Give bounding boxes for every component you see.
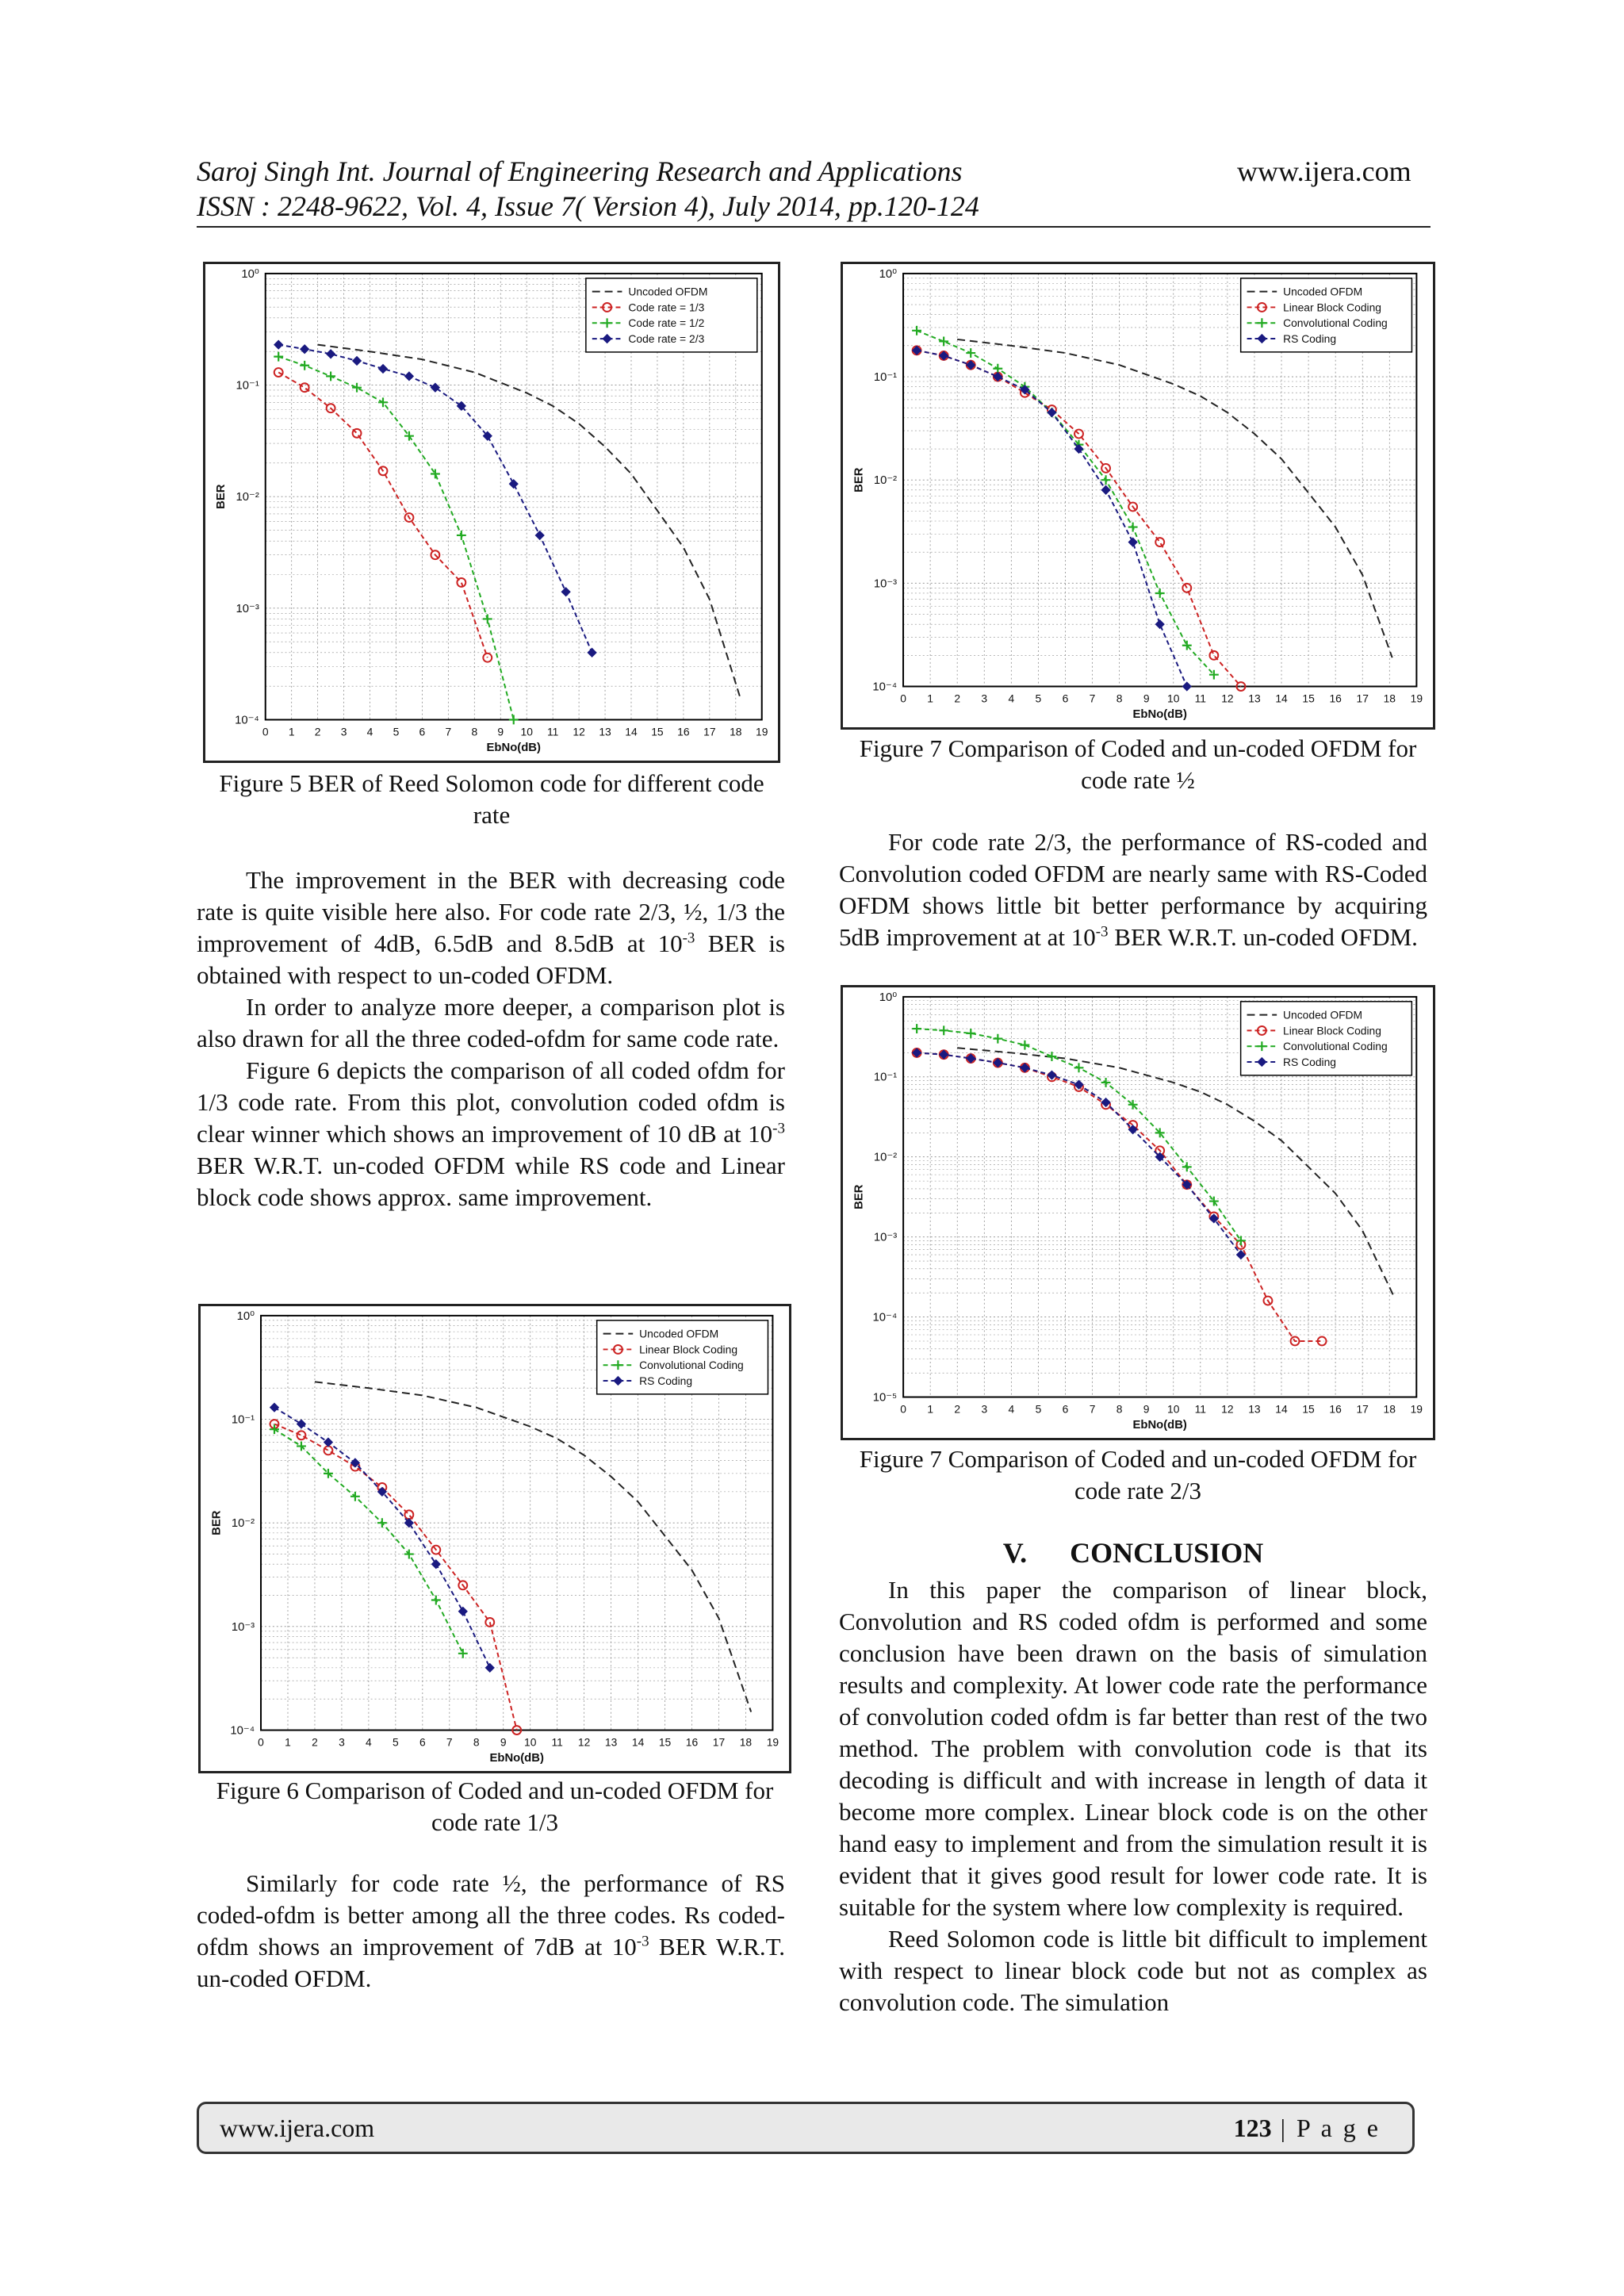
- y-tick-label: 10⁻²: [236, 491, 259, 504]
- x-tick-label: 1: [927, 1402, 934, 1416]
- figure-6-plot: [201, 1306, 789, 1771]
- x-tick-label: 7: [1089, 1402, 1096, 1416]
- x-tick-label: 6: [419, 725, 426, 738]
- data-point: [483, 654, 492, 662]
- data-point: [1020, 1041, 1029, 1050]
- x-tick-label: 5: [393, 725, 400, 738]
- x-tick-label: 12: [577, 1735, 591, 1749]
- x-tick-label: 14: [631, 1735, 645, 1749]
- x-tick-label: 9: [500, 1735, 507, 1749]
- x-tick-label: 15: [1302, 1402, 1315, 1416]
- y-tick-label: 10⁻¹: [236, 379, 259, 393]
- data-point: [1155, 538, 1164, 546]
- legend-label: Uncoded OFDM: [628, 285, 708, 298]
- data-point: [1101, 1078, 1111, 1087]
- x-tick-label: 4: [1008, 1402, 1015, 1416]
- left-column-text-top: [197, 864, 785, 1213]
- x-tick-label: 18: [739, 1735, 753, 1749]
- x-tick-label: 4: [366, 725, 373, 738]
- x-tick-label: 19: [1410, 692, 1423, 705]
- section-heading-conclusion: V. CONCLUSION: [1002, 1537, 1264, 1569]
- data-point: [1155, 620, 1164, 629]
- data-point: [301, 383, 309, 392]
- figure-5-plot: [205, 264, 778, 761]
- data-point: [301, 345, 309, 354]
- data-point: [1048, 1071, 1056, 1079]
- series-uncoded-ofdm: [315, 1382, 751, 1711]
- series-rs-coding: [913, 1048, 1246, 1259]
- x-tick-label: 4: [1008, 692, 1015, 705]
- series-line: [917, 1029, 1241, 1240]
- x-tick-label: 3: [339, 1735, 345, 1749]
- paragraph-code-rate-half: Similarly for code rate ½, the performance of RS coded-ofdm is better among all the three codes. Rs coded-ofdm shows an improvement of 7dB at $10^{-3}$ BER W.R.T. un-coded OFDM.: [197, 1869, 785, 1992]
- x-tick-label: 7: [1089, 692, 1096, 705]
- figure-7a-caption: Figure 7 Comparison of Coded and un-coded OFDM for code rate ½: [859, 734, 1417, 794]
- x-axis-label: EbNo(dB): [486, 742, 541, 755]
- legend-label: Convolutional Coding: [1283, 316, 1388, 330]
- right-column-text-top: [839, 826, 1427, 953]
- x-tick-label: 11: [546, 725, 559, 738]
- series-line: [274, 1429, 463, 1654]
- data-point: [1074, 1080, 1083, 1089]
- x-tick-label: 14: [625, 725, 638, 738]
- y-tick-label: 10⁻³: [873, 577, 898, 591]
- series-convolutional-coding: [912, 1024, 1246, 1245]
- data-point: [431, 470, 440, 479]
- x-tick-label: 15: [1302, 692, 1315, 705]
- figure-5-caption: Figure 5 BER of Reed Solomon code for different code rate: [219, 769, 764, 829]
- x-tick-label: 6: [1062, 1402, 1069, 1416]
- x-tick-label: 14: [1275, 1402, 1288, 1416]
- data-point: [1101, 475, 1111, 485]
- legend: [1241, 278, 1412, 352]
- running-header-issn: ISSN : 2248-9622, Vol. 4, Issue 7( Version 4), July 2014, pp.120-124: [197, 190, 979, 222]
- x-axis-label: EbNo(dB): [1132, 1419, 1187, 1432]
- x-tick-label: 12: [573, 725, 585, 738]
- series-rs-coding: [913, 346, 1192, 691]
- data-point: [1101, 485, 1110, 494]
- x-tick-label: 8: [1116, 1402, 1123, 1416]
- series-rs-coding: [270, 1403, 495, 1672]
- data-point: [939, 1025, 948, 1035]
- legend-label: Linear Block Coding: [1283, 1024, 1381, 1037]
- x-axis-label: EbNo(dB): [1132, 708, 1187, 722]
- legend-label: Uncoded OFDM: [639, 1327, 719, 1340]
- legend: [586, 278, 757, 352]
- x-tick-label: 11: [1194, 1402, 1206, 1416]
- x-tick-label: 8: [471, 725, 478, 738]
- x-tick-label: 13: [604, 1735, 618, 1749]
- legend-label: Code rate = 2/3: [628, 332, 705, 346]
- data-point: [404, 1510, 413, 1519]
- data-point: [993, 364, 1002, 374]
- series-code-rate-1-3: [274, 368, 492, 662]
- y-tick-label: 10⁻²: [231, 1517, 255, 1531]
- data-point: [966, 348, 975, 358]
- data-point: [458, 1649, 468, 1658]
- x-tick-label: 5: [393, 1735, 399, 1749]
- data-point: [485, 1663, 494, 1672]
- y-axis-label: BER: [210, 1510, 224, 1535]
- data-point: [274, 352, 283, 362]
- x-tick-label: 12: [1221, 1402, 1234, 1416]
- data-point: [353, 429, 362, 438]
- data-point: [458, 1607, 467, 1616]
- x-tick-label: 19: [756, 725, 768, 738]
- x-tick-label: 1: [927, 692, 933, 705]
- series-line: [318, 345, 741, 700]
- x-tick-label: 13: [1248, 1402, 1261, 1416]
- page-footer: [197, 2102, 1415, 2154]
- y-tick-label: 10⁻²: [873, 474, 898, 488]
- y-tick-label: 10⁻¹: [873, 1071, 898, 1084]
- x-tick-label: 10: [1167, 1402, 1180, 1416]
- data-point: [327, 350, 335, 358]
- data-point: [993, 1034, 1002, 1044]
- data-point: [483, 615, 492, 624]
- series-line: [274, 1408, 490, 1668]
- legend-label: RS Coding: [1283, 332, 1337, 345]
- data-point: [939, 337, 948, 347]
- y-tick-label: 10⁻¹: [231, 1413, 255, 1427]
- legend-label: Linear Block Coding: [1283, 301, 1382, 314]
- y-tick-label: 10⁰: [879, 267, 898, 281]
- legend-label: Convolutional Coding: [1283, 1040, 1388, 1053]
- figure-7a-chart: [841, 262, 1435, 730]
- running-header-url: www.ijera.com: [1237, 155, 1411, 187]
- x-tick-label: 2: [314, 725, 321, 738]
- series-linear-block-coding: [913, 346, 1246, 691]
- series-uncoded-ofdm: [957, 1048, 1395, 1298]
- x-tick-label: 19: [766, 1735, 779, 1749]
- legend-label: Code rate = 1/2: [628, 316, 705, 330]
- x-axis-label: EbNo(dB): [489, 1752, 544, 1765]
- figure-7b-chart: [841, 985, 1435, 1440]
- data-point: [270, 1403, 279, 1412]
- x-tick-label: 2: [312, 1735, 318, 1749]
- y-tick-label: 10⁻⁴: [872, 680, 898, 694]
- data-point: [431, 1596, 441, 1605]
- legend: [1241, 1002, 1412, 1075]
- x-tick-label: 0: [262, 725, 269, 738]
- legend-label: RS Coding: [639, 1374, 693, 1387]
- x-tick-label: 13: [599, 725, 611, 738]
- x-tick-label: 14: [1275, 692, 1288, 705]
- series-line: [917, 351, 1241, 687]
- legend-label: Linear Block Coding: [639, 1343, 738, 1356]
- x-tick-label: 18: [1383, 1402, 1396, 1416]
- data-point: [1048, 408, 1056, 417]
- data-point: [1101, 1098, 1110, 1107]
- figure-7b-plot: [843, 987, 1433, 1438]
- x-tick-label: 16: [677, 725, 690, 738]
- x-tick-label: 17: [1356, 692, 1369, 705]
- data-point: [377, 1518, 387, 1527]
- running-header-journal: Saroj Singh Int. Journal of Engineering Research and Applications: [197, 155, 963, 187]
- data-point: [1236, 1236, 1246, 1245]
- data-point: [404, 372, 413, 381]
- data-point: [966, 1029, 975, 1038]
- legend-label: Uncoded OFDM: [1283, 1008, 1363, 1022]
- x-tick-label: 5: [1035, 1402, 1042, 1416]
- x-tick-label: 17: [703, 725, 716, 738]
- x-tick-label: 10: [523, 1735, 537, 1749]
- y-axis-label: BER: [852, 467, 866, 493]
- x-tick-label: 6: [419, 1735, 426, 1749]
- y-axis-label: BER: [215, 484, 228, 509]
- footer-page-number: 123 | P a g e: [1233, 2114, 1381, 2142]
- x-tick-label: 2: [954, 692, 961, 705]
- data-point: [535, 531, 544, 540]
- y-tick-label: 10⁰: [879, 991, 898, 1004]
- x-tick-label: 2: [954, 1402, 961, 1416]
- data-point: [297, 1442, 306, 1451]
- x-tick-label: 15: [658, 1735, 672, 1749]
- data-point: [297, 1420, 306, 1428]
- x-tick-label: 7: [446, 1735, 453, 1749]
- data-point: [561, 588, 570, 596]
- x-tick-label: 10: [1167, 692, 1180, 705]
- x-tick-label: 7: [445, 725, 452, 738]
- series-line: [957, 1048, 1395, 1298]
- data-point: [379, 365, 388, 374]
- x-tick-label: 1: [285, 1735, 291, 1749]
- data-point: [1182, 1162, 1192, 1171]
- paragraph-reed-solomon: Reed Solomon code is little bit difficult to implement with respect to linear block code but not as complex as convolution code. The simulation: [839, 1925, 1427, 2016]
- data-point: [1155, 588, 1165, 598]
- figure-6-chart: [198, 1304, 791, 1773]
- data-point: [300, 361, 309, 370]
- figure-6-caption: Figure 6 Comparison of Coded and un-coded OFDM for code rate 1/3: [216, 1777, 774, 1836]
- y-tick-label: 10⁻⁴: [235, 714, 259, 727]
- data-point: [353, 357, 362, 366]
- y-tick-label: 10⁰: [241, 267, 259, 281]
- x-tick-label: 11: [1194, 692, 1207, 705]
- x-tick-label: 1: [288, 725, 295, 738]
- data-point: [352, 383, 362, 393]
- x-tick-label: 6: [1062, 692, 1069, 705]
- x-tick-label: 3: [340, 725, 347, 738]
- legend-label: Code rate = 1/3: [628, 301, 705, 314]
- y-tick-label: 10⁰: [236, 1309, 255, 1323]
- data-point: [588, 648, 596, 657]
- y-axis-label: BER: [852, 1184, 866, 1209]
- figure-5-chart: [203, 262, 780, 763]
- footer-url: www.ijera.com: [220, 2114, 375, 2142]
- x-tick-label: 17: [712, 1735, 726, 1749]
- x-tick-label: 9: [1143, 1402, 1150, 1416]
- x-tick-label: 18: [1383, 692, 1396, 705]
- data-point: [1048, 1052, 1057, 1061]
- data-point: [1128, 538, 1137, 546]
- legend-label: Uncoded OFDM: [1283, 285, 1363, 298]
- x-tick-label: 10: [520, 725, 533, 738]
- data-point: [912, 1024, 921, 1033]
- x-tick-label: 19: [1410, 1402, 1423, 1416]
- data-point: [509, 715, 519, 725]
- x-tick-label: 11: [551, 1735, 563, 1749]
- data-point: [1074, 1063, 1084, 1072]
- x-tick-label: 8: [473, 1735, 480, 1749]
- series-code-rate-2-3: [274, 340, 596, 657]
- y-tick-label: 10⁻²: [873, 1151, 898, 1164]
- left-column-text-bottom: [197, 1868, 785, 1995]
- x-tick-label: 16: [1329, 1402, 1342, 1416]
- series-line: [315, 1382, 751, 1711]
- figure-7a-plot: [843, 264, 1433, 727]
- paragraph-improvement: The improvement in the BER with decreasing code rate is quite visible here also. For code rate 2/3, ½, 1/3 the improvement of 4dB, 6.5dB and 8.5dB at $10^{-3}$ BER is obtained with respect to un-coded OFDM.: [197, 866, 785, 989]
- data-point: [404, 1550, 414, 1559]
- x-tick-label: 9: [1143, 692, 1150, 705]
- x-tick-label: 16: [1329, 692, 1342, 705]
- y-tick-label: 10⁻⁵: [872, 1391, 898, 1405]
- data-point: [274, 340, 283, 349]
- y-tick-label: 10⁻³: [231, 1620, 255, 1634]
- x-tick-label: 3: [981, 1402, 988, 1416]
- x-tick-label: 16: [685, 1735, 699, 1749]
- paragraph-code-rate-two-thirds: For code rate 2/3, the performance of RS-coded and Convolution coded OFDM are nearly same with RS-Coded OFDM shows little bit better performance by acquiring 5dB improvement at at $10^{-3}$ BER W.R.T. un-coded OFDM.: [839, 828, 1427, 951]
- data-point: [457, 531, 466, 540]
- y-tick-label: 10⁻³: [873, 1231, 898, 1244]
- x-tick-label: 9: [497, 725, 504, 738]
- x-tick-label: 5: [1035, 692, 1042, 705]
- y-tick-label: 10⁻¹: [873, 370, 898, 384]
- data-point: [431, 1560, 440, 1569]
- x-tick-label: 15: [651, 725, 664, 738]
- paragraph-comparison-plot: In order to analyze more deeper, a comparison plot is also drawn for all the three coded-ofdm for same code rate.: [197, 993, 785, 1052]
- x-tick-label: 0: [258, 1735, 264, 1749]
- data-point: [326, 371, 335, 381]
- x-tick-label: 3: [981, 692, 988, 705]
- y-tick-label: 10⁻³: [236, 602, 259, 615]
- data-point: [324, 1438, 332, 1447]
- paragraph-conclusion: In this paper the comparison of linear block, Convolution and RS coded ofdm is performed and some conclusion have been drawn on the basis of simulation results and complexity. At lower code rate the performance of convolution coded ofdm is far better than rest of the two method. The problem with convolution code is that its decoding is difficult and with increase in length of data it become more complex. Linear block code is on the other hand easy to implement and from the simulation result it is evident that it gives good result for lower code rate. It is suitable for the system where low complexity is required.: [839, 1576, 1427, 1921]
- x-tick-label: 18: [730, 725, 742, 738]
- right-column-text-conclusion: [839, 1574, 1427, 2018]
- x-tick-label: 4: [366, 1735, 372, 1749]
- header-rule: [197, 226, 1431, 228]
- figure-7b-caption: Figure 7 Comparison of Coded and un-coded OFDM for code rate 2/3: [859, 1445, 1417, 1504]
- legend-label: Convolutional Coding: [639, 1359, 744, 1372]
- data-point: [457, 578, 465, 587]
- x-tick-label: 17: [1356, 1402, 1369, 1416]
- legend: [597, 1320, 768, 1394]
- y-tick-label: 10⁻⁴: [230, 1724, 255, 1738]
- data-point: [1182, 682, 1191, 691]
- x-tick-label: 12: [1221, 692, 1234, 705]
- legend-label: RS Coding: [1283, 1055, 1337, 1068]
- x-tick-label: 0: [900, 1402, 906, 1416]
- y-tick-label: 10⁻⁴: [872, 1311, 898, 1324]
- data-point: [509, 480, 518, 489]
- paragraph-figure-6: Figure 6 depicts the comparison of all coded ofdm for 1/3 code rate. From this plot, convolution coded ofdm is clear winner which shows an improvement of 10 dB at $10^{-3}$ BER W.R.T. un-coded OFDM while RS code and Linear block code shows approx. same improvement.: [197, 1056, 785, 1211]
- x-tick-label: 13: [1248, 692, 1261, 705]
- series-uncoded-ofdm: [318, 345, 741, 700]
- series-line: [278, 372, 488, 657]
- x-tick-label: 0: [900, 692, 906, 705]
- data-point: [1128, 523, 1138, 532]
- x-tick-label: 8: [1116, 692, 1123, 705]
